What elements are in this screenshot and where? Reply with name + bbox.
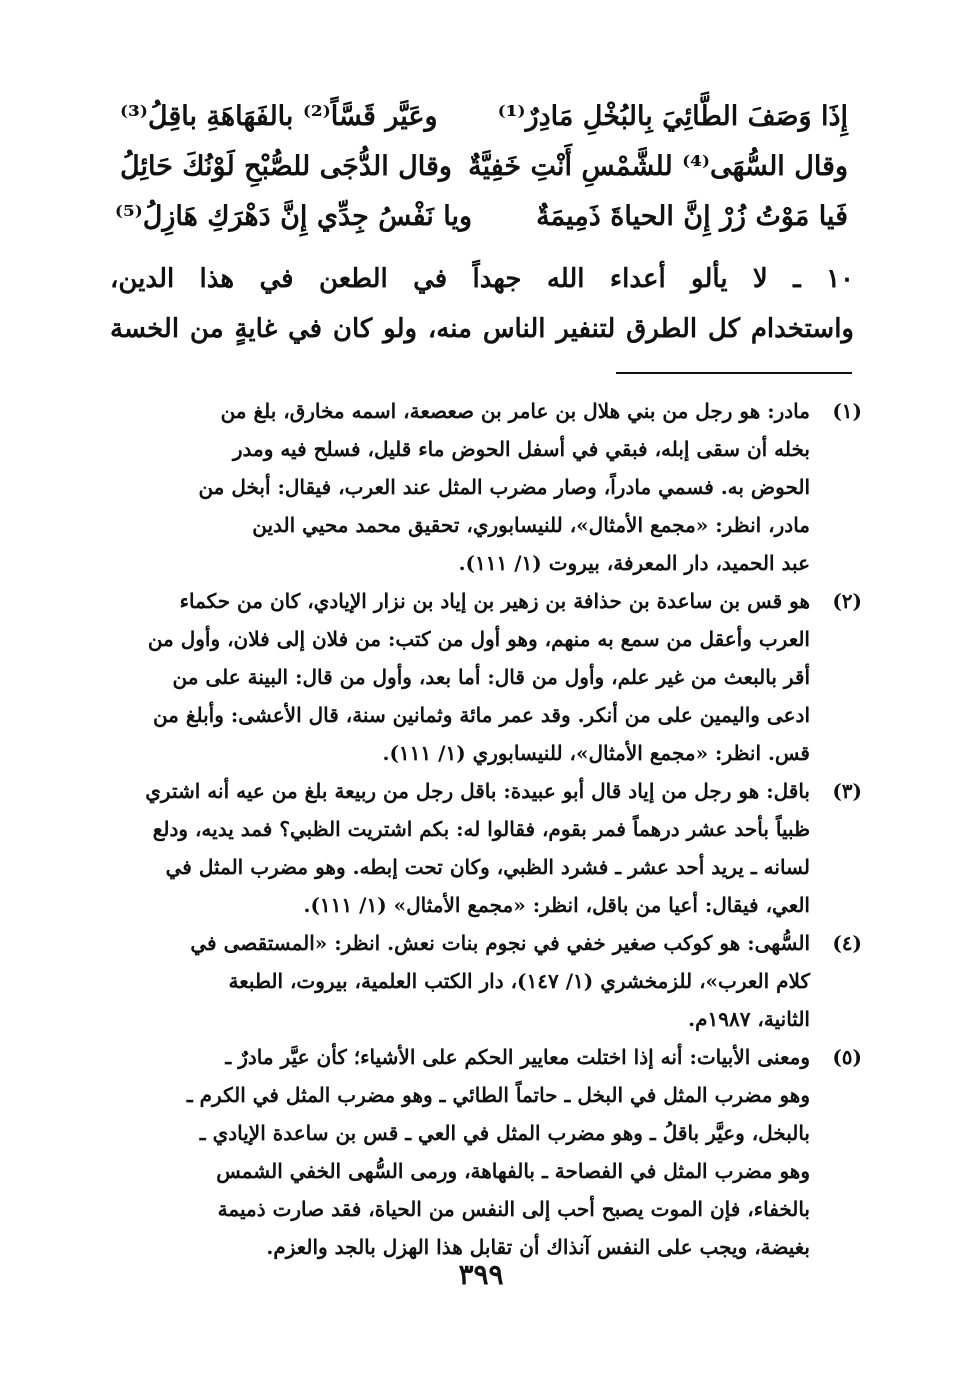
footnote-body <box>110 1038 810 1266</box>
footnote-line: ظبياً بأحد عشر درهماً فمر بقوم، فقالوا له: بكم اشتريت الظبي؟ فمد يديه، ودلع <box>152 817 810 841</box>
footnote-line: الثانية، ١٩٨٧م. <box>688 1007 810 1031</box>
footnote-line: مادر، انظر: «مجمع الأمثال»، للنيسابوري، تحقيق محمد محيي الدين <box>252 513 810 537</box>
footnote-number: (٣) <box>832 779 862 803</box>
footnote-body <box>110 772 810 924</box>
footnote-line: بالخفاء، فإن الموت يصبح أحب إلى النفس من الحياة، فقد صارت ذميمة <box>217 1197 810 1221</box>
main-text <box>110 254 854 354</box>
footnote-line: وهو مضرب المثل في الفصاحة ـ بالفهاهة، ورمى السُّهى الخفي الشمس <box>216 1159 810 1183</box>
footnote-line: هو قس بن ساعدة بن حذافة بن زهير بن إياد بن نزار الإيادي، كان من حكماء <box>179 589 810 613</box>
verse-first-hemistich: فَيا مَوْتُ زُرْ إِنَّ الحياةَ ذَمِيمَةٌ <box>536 201 848 232</box>
verse-line <box>120 142 848 192</box>
footnote-line: عبد الحميد، دار المعرفة، بيروت (١/ ١١١). <box>458 551 810 575</box>
main-text-line: ١٠ ـ لا يألو أعداء الله جهداً في الطعن في هذا الدين، <box>110 264 854 294</box>
footnote-number: (٥) <box>832 1045 862 1069</box>
footnote-body <box>110 924 810 1038</box>
poem-verses <box>114 92 848 242</box>
footnote-line: وهو مضرب المثل في البخل ـ حاتماً الطائي ـ وهو مضرب المثل في الكرم ـ <box>186 1083 810 1107</box>
main-text-line: واستخدام كل الطرق لتنفير الناس منه، ولو كان في غايةٍ من الخسة <box>110 314 854 344</box>
footnote-line: أقر بالبعث من غير علم، وأول من قال: أما بعد، وأول من قال: البينة على من <box>172 665 810 689</box>
footnote-line: الحوض به. فسمي مادراً، وصار مضرب المثل عند العرب، فيقال: أبخل من <box>198 475 810 499</box>
footnote-line: كلام العرب»، للزمخشري (١/ ١٤٧)، دار الكتب العلمية، بيروت، الطبعة <box>228 969 810 993</box>
footnote-line: بخله أن سقى إبله، فبقي في أسفل الحوض ماء قليل، فسلح فيه ومدر <box>232 437 810 461</box>
footnote-body <box>110 392 810 582</box>
verse-second-hemistich: وقال الدُّجَى للصُّبْحِ لَوْنُكَ حَائِلُ <box>120 151 452 182</box>
footnote-1 <box>110 392 862 582</box>
footnote-line: بغيضة، ويجب على النفس آنذاك أن تقابل هذا الهزل بالجد والعزم. <box>266 1235 810 1259</box>
verse-second-hemistich: ويا نَفْسُ جِدِّي إِنَّ دَهْرَكِ هَازِلُ⁽⁵⁾ <box>114 201 472 232</box>
footnote-line: السُّهى: هو كوكب صغير خفي في نجوم بنات نعش. انظر: «المستقصى في <box>190 931 810 955</box>
footnote-line: مادر: هو رجل من بني هلال بن عامر بن صعصعة، اسمه مخارق، بلغ من <box>220 399 810 423</box>
footnote-line: بالبخل، وعيَّر باقلُ ـ وهو مضرب المثل في العي ـ قس بن ساعدة الإيادي ـ <box>199 1121 810 1145</box>
footnote-body <box>110 582 810 772</box>
footnote-line: قس. انظر: «مجمع الأمثال»، للنيسابوري (١/ ١١١). <box>382 741 810 765</box>
verse-line <box>114 192 848 242</box>
footnote-number: (٤) <box>832 931 862 955</box>
verse-line <box>120 92 848 142</box>
footnote-number: (٢) <box>832 589 862 613</box>
verse-first-hemistich: إِذَا وَصَفَ الطَّائِيَ بِالبُخْلِ مَادِرٌ⁽¹⁾ <box>497 101 848 132</box>
footnote-line: العرب وأعقل من سمع به منهم، وهو أول من كتب: من فلان إلى فلان، وأول من <box>147 627 810 651</box>
footnote-separator <box>616 372 852 374</box>
footnote-line: لسانه ـ يريد أحد عشر ـ فشرد الظبي، وكان تحت إبطه. وهو مضرب المثل في <box>165 855 810 879</box>
footnote-3 <box>110 772 862 924</box>
footnotes <box>110 392 862 1266</box>
footnote-line: العي، فيقال: أعيا من باقل، انظر: «مجمع الأمثال» (١/ ١١١). <box>303 893 810 917</box>
footnote-line: ومعنى الأبيات: أنه إذا اختلت معايير الحكم على الأشياء؛ كأن عيَّر مادرٌ ـ <box>225 1045 810 1069</box>
footnote-line: باقل: هو رجل من إياد قال أبو عبيدة: باقل رجل من ربيعة بلغ من عيه أنه اشتري <box>145 779 810 803</box>
page-number: ٣٩٩ <box>458 1258 504 1291</box>
footnote-4 <box>110 924 862 1038</box>
footnote-5 <box>110 1038 862 1266</box>
footnote-2 <box>110 582 862 772</box>
footnote-line: ادعى واليمين على من أنكر. وقد عمر مائة وثمانين سنة، قال الأعشى: وأبلغ من <box>152 703 810 727</box>
verse-second-hemistich: وعَيَّر قَسَّاً⁽²⁾ بالفَهَاهَةِ باقِلُ⁽³⁾ <box>120 101 438 132</box>
verse-first-hemistich: وقال السُّهَى⁽⁴⁾ للشَّمْسِ أَنْتِ خَفِيَّةٌ <box>468 151 848 182</box>
footnote-number: (١) <box>832 399 862 423</box>
